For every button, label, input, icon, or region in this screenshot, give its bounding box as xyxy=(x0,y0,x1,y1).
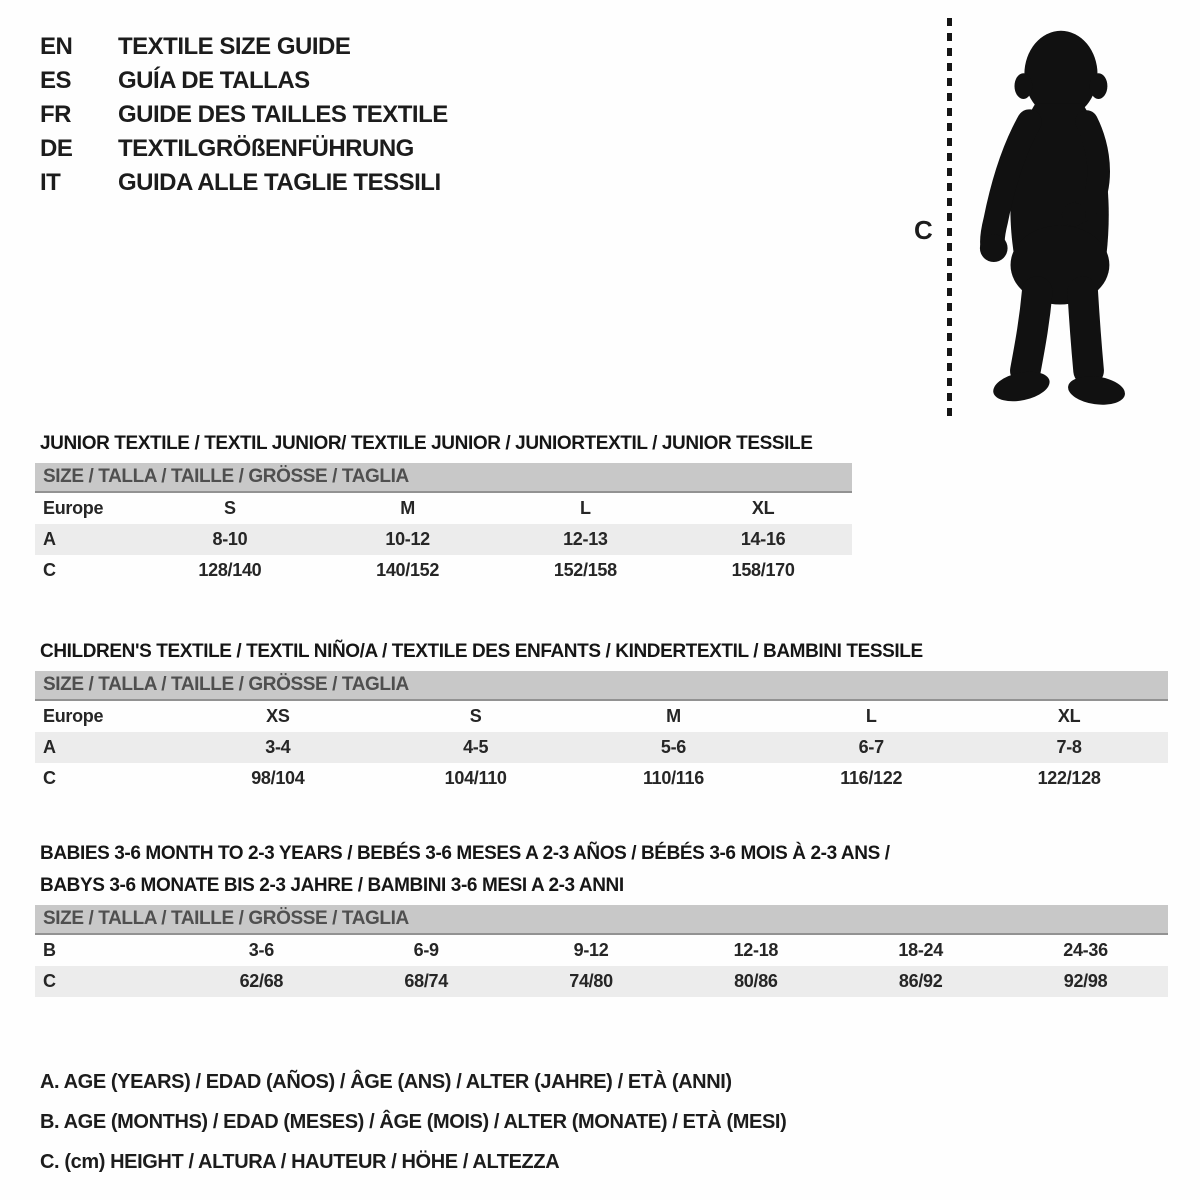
table-cell: 6-9 xyxy=(413,940,439,960)
section-childrens-textile xyxy=(35,636,1168,794)
table-cell: 110/116 xyxy=(642,768,704,788)
section-title-line: BABYS 3-6 MONATE BIS 2-3 JAHRE / BAMBINI 3-6 MESI A 2-3 ANNI xyxy=(40,875,624,896)
footnote-line: B. AGE (MONTHS) / EDAD (MESES) / ÂGE (MOIS) / ALTER (MONATE) / ETÀ (MESI) xyxy=(40,1111,787,1133)
table-cell: S xyxy=(469,706,482,726)
table-cell: M xyxy=(400,498,415,518)
table-cell: 3-4 xyxy=(265,737,291,757)
table-cell: 86/92 xyxy=(898,971,943,991)
table-cell: 18-24 xyxy=(898,940,943,960)
language-code: ES xyxy=(40,67,72,94)
section-title-line: BABIES 3-6 MONTH TO 2-3 YEARS / BEBÉS 3-6 MESES A 2-3 AÑOS / BÉBÉS 3-6 MOIS À 2-3 ANS / xyxy=(40,843,890,864)
table-cell: 4-5 xyxy=(463,737,489,757)
section-junior-textile xyxy=(35,428,852,586)
table-cell: XL xyxy=(751,498,775,518)
height-measure-label: C xyxy=(914,215,933,245)
table-row xyxy=(35,732,1168,763)
table-cell: 68/74 xyxy=(404,971,448,991)
table-cell: 3-6 xyxy=(248,940,274,960)
height-measure-dashed-line xyxy=(947,18,952,420)
row-label: C xyxy=(43,971,56,991)
language-guide-title: GUIDE DES TAILLES TEXTILE xyxy=(118,101,448,128)
table-cell: 12-18 xyxy=(733,940,779,960)
table-cell: 62/68 xyxy=(239,971,284,991)
table-cell: 14-16 xyxy=(740,529,786,549)
language-title-list xyxy=(40,30,660,200)
table-cell: 116/122 xyxy=(840,768,903,788)
size-header-bar: SIZE / TALLA / TAILLE / GRÖSSE / TAGLIA xyxy=(35,463,852,493)
table-cell: 98/104 xyxy=(251,768,305,788)
section-title-line: CHILDREN'S TEXTILE / TEXTIL NIÑO/A / TEXTILE DES ENFANTS / KINDERTEXTIL / BAMBINI TESSILE xyxy=(40,641,923,662)
language-guide-title: GUIDA ALLE TAGLIE TESSILI xyxy=(118,169,441,196)
table-cell: 104/110 xyxy=(444,768,507,788)
row-label: Europe xyxy=(43,706,104,726)
table-row xyxy=(35,935,1168,966)
section-babies-textile xyxy=(35,838,1168,997)
table-cell: 8-10 xyxy=(212,529,248,549)
size-table-babies xyxy=(35,935,1168,997)
language-guide-title: TEXTILE SIZE GUIDE xyxy=(118,33,351,60)
language-code: IT xyxy=(40,169,61,196)
language-guide-title: TEXTILGRÖßENFÜHRUNG xyxy=(118,135,414,162)
toddler-silhouette-icon xyxy=(972,18,1140,423)
language-row-it xyxy=(40,166,660,200)
table-cell: 5-6 xyxy=(660,737,686,757)
section-title xyxy=(35,838,1168,902)
table-cell: 122/128 xyxy=(1037,768,1101,788)
table-cell: M xyxy=(666,706,681,726)
toddler-figure xyxy=(900,10,1170,430)
row-label: C xyxy=(43,768,56,788)
language-row-en xyxy=(40,30,660,64)
table-row xyxy=(35,524,852,555)
table-cell: 7-8 xyxy=(1056,737,1082,757)
table-cell: S xyxy=(224,498,236,518)
table-cell: 158/170 xyxy=(731,560,795,580)
footnote-line: C. (cm) HEIGHT / ALTURA / HAUTEUR / HÖHE / ALTEZZA xyxy=(40,1151,560,1173)
language-code: FR xyxy=(40,101,71,128)
table-row xyxy=(35,701,1168,732)
size-header-bar: SIZE / TALLA / TAILLE / GRÖSSE / TAGLIA xyxy=(35,905,1168,935)
row-label: Europe xyxy=(43,498,104,518)
table-cell: L xyxy=(580,498,591,518)
size-table-junior xyxy=(35,493,852,586)
table-cell: 24-36 xyxy=(1063,940,1108,960)
language-row-es xyxy=(40,64,660,98)
table-cell: 74/80 xyxy=(569,971,613,991)
table-row xyxy=(35,493,852,524)
size-header-bar: SIZE / TALLA / TAILLE / GRÖSSE / TAGLIA xyxy=(35,671,1168,701)
table-cell: 10-12 xyxy=(385,529,430,549)
section-title xyxy=(35,428,852,460)
language-code: DE xyxy=(40,135,73,162)
table-cell: 140/152 xyxy=(376,560,440,580)
table-cell: 9-12 xyxy=(573,940,609,960)
row-label: C xyxy=(43,560,56,580)
table-cell: 12-13 xyxy=(563,529,608,549)
table-cell: 152/158 xyxy=(553,560,617,580)
section-title xyxy=(35,636,1168,668)
language-row-de xyxy=(40,132,660,166)
footnote-line: A. AGE (YEARS) / EDAD (AÑOS) / ÂGE (ANS) / ALTER (JAHRE) / ETÀ (ANNI) xyxy=(40,1071,732,1093)
table-cell: 128/140 xyxy=(198,560,262,580)
table-cell: XL xyxy=(1057,706,1081,726)
size-table-children xyxy=(35,701,1168,794)
table-cell: 6-7 xyxy=(858,737,884,757)
section-title-line: JUNIOR TEXTILE / TEXTIL JUNIOR/ TEXTILE JUNIOR / JUNIORTEXTIL / JUNIOR TESSILE xyxy=(40,433,813,454)
table-row xyxy=(35,555,852,586)
row-label: A xyxy=(43,529,56,549)
row-label: B xyxy=(43,940,56,960)
footnotes xyxy=(40,1062,786,1182)
row-label: A xyxy=(43,737,56,757)
table-row xyxy=(35,966,1168,997)
language-row-fr xyxy=(40,98,660,132)
language-code: EN xyxy=(40,33,73,60)
language-guide-title: GUÍA DE TALLAS xyxy=(118,67,310,94)
table-cell: 80/86 xyxy=(734,971,778,991)
table-cell: XS xyxy=(266,706,290,726)
table-row xyxy=(35,763,1168,794)
table-cell: L xyxy=(865,706,877,726)
table-cell: 92/98 xyxy=(1063,971,1108,991)
